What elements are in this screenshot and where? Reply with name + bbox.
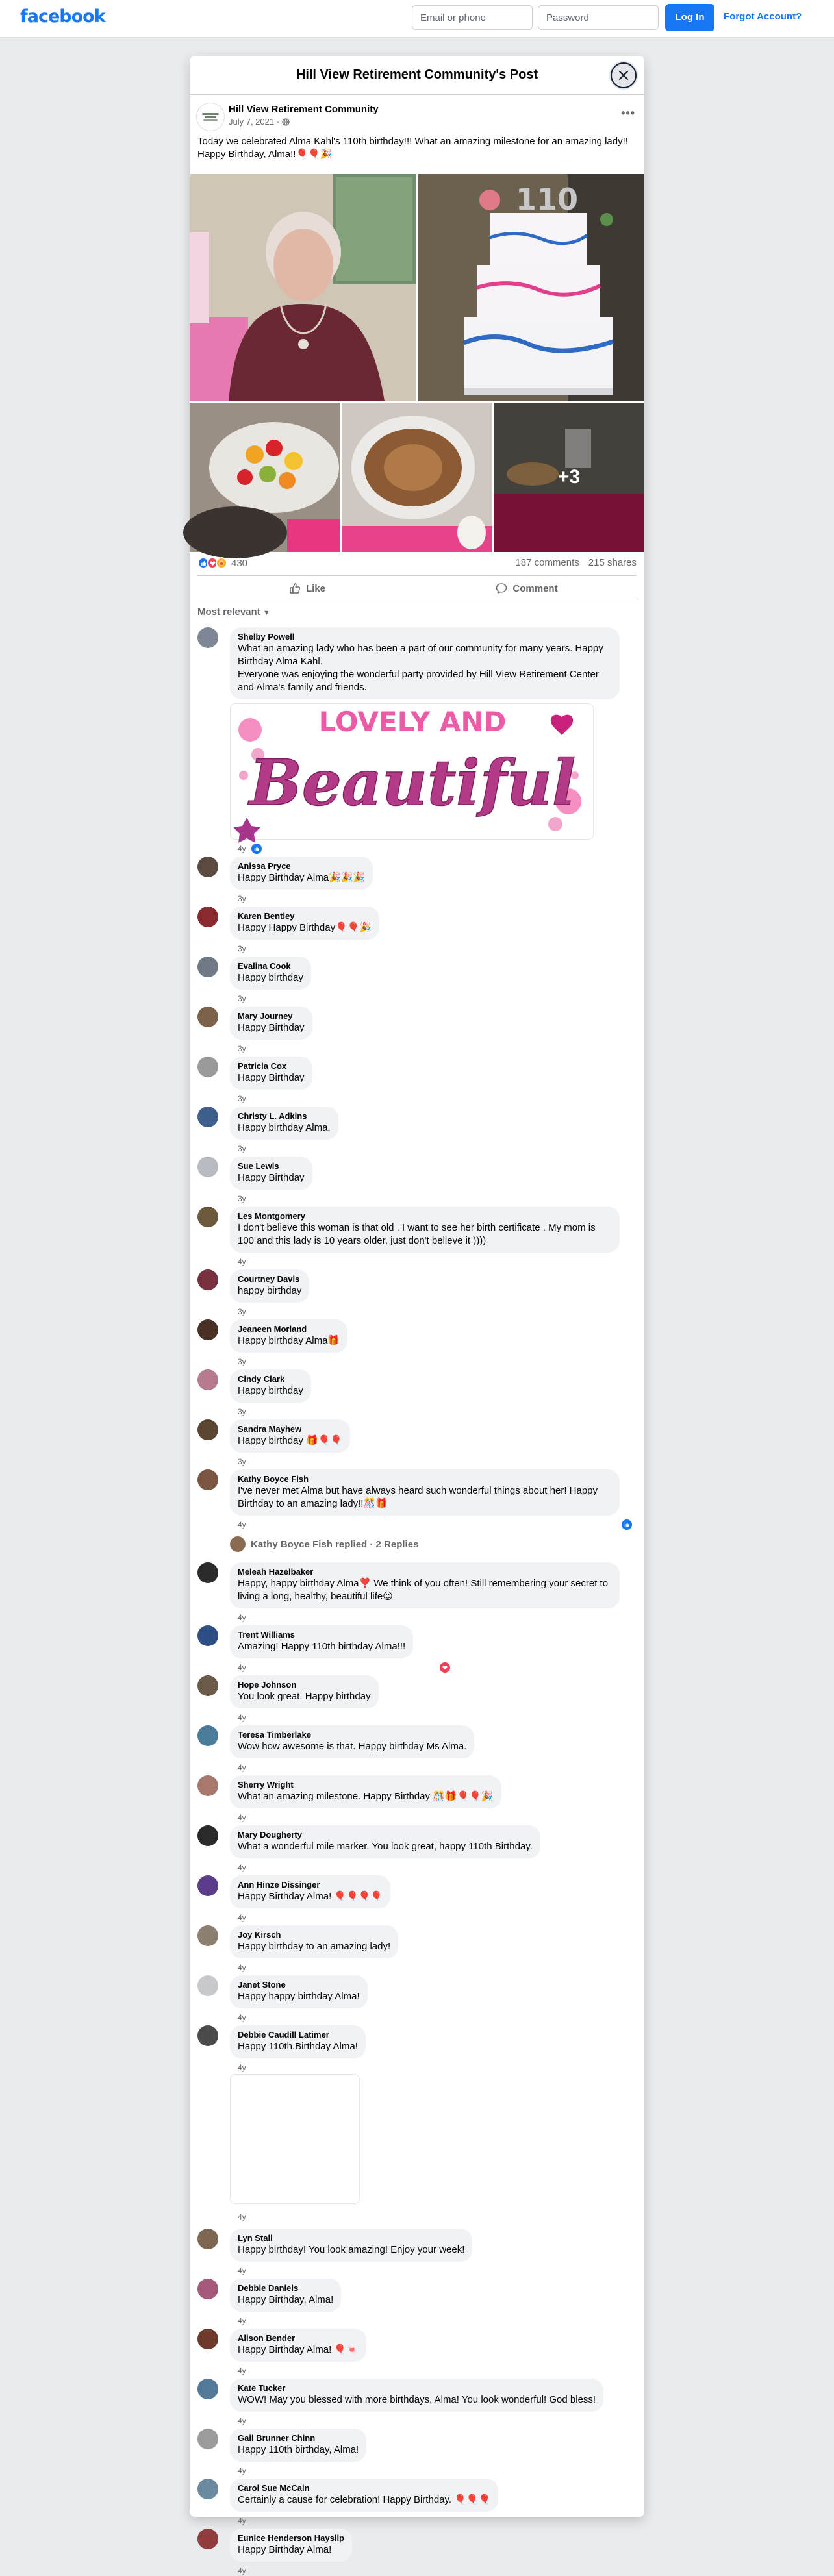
comment-button[interactable]	[417, 576, 637, 601]
comment-bubble	[230, 1107, 338, 1140]
comment-item	[197, 2329, 637, 2376]
comment-image-placeholder[interactable]	[230, 2074, 360, 2204]
comment-bubble	[230, 2479, 498, 2512]
login-button[interactable]: Log In	[665, 4, 714, 31]
comment-text: Happy Birthday Alma🎉🎉🎉	[238, 872, 366, 883]
comment-item	[197, 1469, 637, 1530]
comment-bubble	[230, 1269, 309, 1303]
comment-author[interactable]: Joy Kirsch	[238, 1930, 281, 1940]
comment-author[interactable]: Carol Sue McCain	[238, 2483, 310, 2493]
avatar[interactable]	[197, 2379, 218, 2399]
avatar[interactable]	[197, 957, 218, 977]
post-actions	[197, 575, 637, 601]
page-avatar[interactable]	[196, 103, 225, 131]
comment-text: happy birthday	[238, 1285, 302, 1296]
comment-text: Happy Birthday	[238, 1172, 305, 1183]
comment-author[interactable]: Ann Hinze Dissinger	[238, 1880, 320, 1890]
comment-item	[197, 907, 637, 954]
comment-text: Amazing! Happy 110th birthday Alma!!!	[238, 1641, 406, 1652]
modal-title: Hill View Retirement Community's Post	[296, 68, 538, 82]
avatar[interactable]	[197, 1057, 218, 1077]
like-reaction-icon[interactable]	[251, 844, 262, 854]
comment-text: Happy 110th.Birthday Alma!	[238, 2041, 358, 2052]
comment-text: Happy birthday 🎁🎈🎈	[238, 1435, 343, 1446]
avatar[interactable]	[197, 1269, 218, 1290]
comment-bubble	[230, 1775, 501, 1808]
email-field[interactable]	[412, 5, 533, 30]
comment-bubble	[230, 1725, 474, 1758]
comment-time[interactable]: 4y	[238, 1613, 246, 1622]
sticker-text-top: LOVELY AND	[318, 706, 507, 738]
comment-bubble	[230, 1207, 620, 1253]
comment-bubble	[230, 1369, 311, 1403]
like-reaction-icon[interactable]	[622, 1519, 632, 1530]
comment-bubble	[230, 957, 311, 990]
comment-time[interactable]: 3y	[238, 1044, 246, 1053]
comment-item	[197, 2379, 637, 2426]
comment-item	[197, 1825, 637, 1873]
photo-birthday-woman[interactable]	[190, 174, 416, 401]
comment-author[interactable]: Debbie Caudill Latimer	[238, 2030, 329, 2040]
comment-time[interactable]: 4y	[238, 2516, 246, 2525]
comment-time[interactable]: 4y	[238, 844, 246, 853]
comment-item	[197, 1875, 637, 1923]
comment-bubble	[230, 2025, 366, 2058]
facebook-logo[interactable]: facebook	[20, 6, 105, 27]
comments-count[interactable]: 187 comments	[515, 557, 579, 568]
comment-bubble	[230, 1975, 368, 2008]
comment-item	[197, 2229, 637, 2276]
photo-fruit-platter[interactable]	[190, 403, 340, 552]
comment-bubble	[230, 1419, 350, 1453]
comment-bubble	[230, 907, 379, 940]
comment-text: Happy Birthday Alma! 🎈🍬	[238, 2344, 359, 2355]
comment-time[interactable]: 3y	[238, 1144, 246, 1153]
comment-author[interactable]: Les Montgomery	[238, 1211, 306, 1221]
comment-text: Wow how awesome is that. Happy birthday Ms Alma.	[238, 1741, 467, 1752]
more-options-icon[interactable]: •••	[621, 106, 635, 119]
avatar[interactable]	[197, 2329, 218, 2349]
post-stats	[190, 552, 644, 575]
comment-item	[197, 857, 637, 904]
close-icon	[618, 69, 629, 81]
comment-text: I don't believe this woman is that old . I want to see her birth certificate . My mom is 100 and this lady is 10 years older, just don't believe it ))))	[238, 1222, 596, 1246]
close-button[interactable]	[611, 62, 637, 88]
comment-time[interactable]: 4y	[238, 2416, 246, 2425]
comment-text: Certainly a cause for celebration! Happy Birthday. 🎈🎈🎈	[238, 2494, 491, 2505]
comment-time[interactable]: 4y	[238, 1863, 246, 1872]
comment-text: What an amazing milestone. Happy Birthday 🎊🎁🎈🎈🎉	[238, 1791, 494, 1802]
comment-author[interactable]: Anissa Pryce	[238, 861, 291, 871]
comment-author[interactable]: Kathy Boyce Fish	[238, 1474, 309, 1484]
comment-text: Happy Birthday, Alma!	[238, 2294, 334, 2305]
comment-time[interactable]: 4y	[238, 1713, 246, 1722]
comment-bubble	[230, 1625, 413, 1658]
avatar[interactable]	[197, 2429, 218, 2449]
avatar[interactable]	[197, 2279, 218, 2299]
comment-time[interactable]: 4y	[238, 1520, 246, 1529]
comment-text: Happy Birthday Alma! 🎈🎈🎈🎈	[238, 1891, 383, 1902]
avatar[interactable]	[197, 1825, 218, 1846]
avatar[interactable]	[197, 1775, 218, 1796]
comment-icon	[496, 582, 507, 594]
comment-text: Happy Birthday	[238, 1022, 305, 1033]
comment-item	[197, 2429, 637, 2476]
comment-bubble	[230, 2329, 366, 2362]
comment-item	[197, 1625, 637, 1673]
comment-text: Happy birthday! You look amazing! Enjoy your week!	[238, 2244, 465, 2255]
comment-time[interactable]: 4y	[238, 1813, 246, 1822]
svg-text:110: 110	[516, 182, 579, 217]
avatar[interactable]	[197, 1725, 218, 1746]
sort-label: Most relevant	[197, 606, 260, 618]
comment-time[interactable]: 4y	[238, 2316, 246, 2325]
comment-item	[197, 627, 637, 854]
comment-author[interactable]: Jeaneen Morland	[238, 1324, 307, 1334]
comment-item	[197, 2479, 637, 2526]
modal-header	[190, 56, 644, 95]
password-field[interactable]	[538, 5, 659, 30]
more-photos-count[interactable]: +3	[494, 403, 644, 552]
comment-text: WOW! May you blessed with more birthdays, Alma! You look wonderful! God bless!	[238, 2394, 596, 2405]
comment-time[interactable]: 4y	[238, 2212, 246, 2221]
comment-bubble	[230, 1562, 620, 1608]
shares-count[interactable]: 215 shares	[588, 557, 637, 568]
avatar[interactable]	[197, 2229, 218, 2249]
comment-bubble	[230, 1007, 312, 1040]
comments-group-c	[197, 2229, 637, 2576]
avatar[interactable]	[197, 627, 218, 648]
comment-author[interactable]: Meleah Hazelbaker	[238, 1567, 314, 1577]
comment-item	[197, 1925, 637, 1973]
comment-time[interactable]: 3y	[238, 1357, 246, 1366]
thumbs-up-icon	[289, 582, 301, 594]
comment-author[interactable]: Courtney Davis	[238, 1274, 300, 1284]
comment-label: Comment	[512, 582, 558, 594]
avatar[interactable]	[197, 1562, 218, 1583]
comment-bubble	[230, 2379, 603, 2412]
comment-bubble	[230, 1057, 312, 1090]
comment-text: You look great. Happy birthday	[238, 1691, 371, 1702]
comment-bubble	[230, 2529, 352, 2562]
comment-author[interactable]: Alison Bender	[238, 2333, 296, 2343]
comments-list	[190, 627, 644, 2576]
post-header	[190, 95, 644, 132]
comment-time[interactable]: 3y	[238, 944, 246, 953]
avatar[interactable]	[197, 2529, 218, 2549]
comment-text: Happy birthday Alma.	[238, 1122, 331, 1133]
comment-text: What an amazing lady who has been a part of our community for many years. Happy Birthday Alma Kahl. Everyone was enjoying the wonderful party provided by Hill View Retirement Center and Alma's family and friends.	[238, 643, 603, 693]
like-label: Like	[305, 582, 325, 594]
comment-time[interactable]: 4y	[238, 2266, 246, 2275]
comment-time[interactable]: 4y	[238, 2063, 246, 2072]
comment-author[interactable]: Mary Journey	[238, 1011, 293, 1021]
comment-item	[197, 1562, 637, 1623]
comment-author[interactable]: Trent Williams	[238, 1630, 296, 1640]
comment-time[interactable]: 4y	[238, 1257, 246, 1266]
comment-bubble	[230, 1675, 379, 1708]
comment-item	[197, 1057, 637, 1104]
comment-text: Happy happy birthday Alma!	[238, 1991, 360, 2002]
comment-text: Happy birthday to an amazing lady!	[238, 1941, 391, 1952]
comment-bubble	[230, 1925, 398, 1958]
comment-author[interactable]: Patricia Cox	[238, 1061, 287, 1071]
comment-text: What a wonderful mile marker. You look great, happy 110th Birthday.	[238, 1841, 533, 1852]
comment-time[interactable]: 3y	[238, 1094, 246, 1103]
comment-author[interactable]: Eunice Henderson Hayslip	[238, 2533, 344, 2543]
comment-time[interactable]: 3y	[238, 1407, 246, 1416]
avatar[interactable]	[197, 2479, 218, 2499]
comment-author[interactable]: Janet Stone	[238, 1980, 286, 1990]
comment-time[interactable]: 3y	[238, 1194, 246, 1203]
love-reaction-icon[interactable]	[440, 1662, 450, 1673]
photo-more[interactable]	[494, 403, 644, 552]
comment-item	[197, 957, 637, 1004]
top-navigation-bar	[0, 0, 834, 38]
comment-text: Happy Happy Birthday🎈🎈🎉	[238, 922, 372, 933]
comment-item	[197, 1157, 637, 1204]
avatar	[230, 1536, 246, 1552]
comment-bubble	[230, 857, 373, 890]
comment-author[interactable]: Lyn Stall	[238, 2233, 273, 2243]
caret-down-icon: ▼	[262, 609, 270, 617]
comment-item	[197, 2025, 637, 2073]
comment-time[interactable]: 3y	[238, 1457, 246, 1466]
comment-item	[197, 1419, 637, 1467]
comment-author[interactable]: Evalina Cook	[238, 961, 291, 971]
post-date[interactable]: July 7, 2021 ·	[229, 117, 280, 127]
comment-author[interactable]: Christy L. Adkins	[238, 1111, 307, 1121]
comment-time[interactable]: 4y	[238, 1963, 246, 1972]
photo-birthday-cake[interactable]	[418, 174, 644, 401]
comment-time[interactable]: 4y	[238, 1763, 246, 1772]
reactions-count[interactable]: 430	[231, 557, 248, 569]
comment-author[interactable]: Sherry Wright	[238, 1780, 294, 1790]
post-meta	[229, 117, 290, 127]
comment-author[interactable]: Cindy Clark	[238, 1374, 285, 1384]
comment-time[interactable]: 4y	[238, 2366, 246, 2375]
comment-author[interactable]: Kate Tucker	[238, 2383, 286, 2393]
post-modal	[190, 56, 644, 2575]
comment-author[interactable]: Sandra Mayhew	[238, 1424, 302, 1434]
like-button[interactable]	[197, 576, 417, 601]
comment-time[interactable]: 4y	[238, 2566, 246, 2575]
comment-item	[197, 1675, 637, 1723]
avatar[interactable]	[197, 1107, 218, 1127]
comments-group-a	[197, 857, 637, 1530]
comment-bubble	[230, 1319, 348, 1353]
avatar[interactable]	[197, 1469, 218, 1490]
comment-bubble	[230, 2429, 366, 2462]
avatar[interactable]	[197, 1419, 218, 1440]
comment-item	[197, 1975, 637, 2023]
comment-author[interactable]: Debbie Daniels	[238, 2283, 299, 2293]
comment-text: Happy Birthday Alma!	[238, 2544, 332, 2555]
comment-sticker[interactable]	[230, 703, 594, 840]
post-author-name[interactable]: Hill View Retirement Community	[229, 104, 379, 115]
comment-time[interactable]: 4y	[238, 2466, 246, 2475]
comment-text: Happy birthday	[238, 1385, 303, 1396]
comment-item	[197, 1207, 637, 1267]
comment-text: Happy birthday Alma🎁	[238, 1335, 340, 1346]
comment-bubble	[230, 2279, 341, 2312]
comment-bubble	[230, 1825, 540, 1858]
comment-item	[197, 2279, 637, 2326]
comment-time[interactable]: 3y	[238, 894, 246, 903]
avatar[interactable]	[197, 1625, 218, 1646]
comment-author[interactable]: Sue Lewis	[238, 1161, 279, 1171]
avatar[interactable]	[197, 1675, 218, 1696]
comment-item	[197, 1369, 637, 1417]
comment-author[interactable]: Teresa Timberlake	[238, 1730, 311, 1740]
comment-author[interactable]: Gail Brunner Chinn	[238, 2433, 316, 2443]
avatar[interactable]	[197, 2025, 218, 2046]
comment-bubble	[230, 2229, 472, 2262]
comment-bubble	[230, 1469, 620, 1516]
comment-author[interactable]: Shelby Powell	[238, 632, 295, 642]
comment-text: Happy birthday	[238, 972, 303, 983]
avatar[interactable]	[197, 1975, 218, 1996]
comment-text: Happy 110th birthday, Alma!	[238, 2444, 359, 2455]
comment-bubble	[230, 1875, 390, 1908]
comment-item	[197, 1107, 637, 1154]
photo-grid	[190, 174, 644, 552]
comment-text: I've never met Alma but have always heard such wonderful things about her! Happy Birthday to an amazing lady!!🎊🎁	[238, 1485, 598, 1509]
globe-icon	[282, 118, 290, 126]
comment-time[interactable]: 3y	[238, 1307, 246, 1316]
photo-cookie-platter[interactable]	[342, 403, 492, 552]
comment-item	[197, 1007, 637, 1054]
comment-bubble	[230, 627, 620, 699]
comment-text: Happy, happy birthday Alma❣️ We think of you often! Still remembering your secret to living a long, healthy, beautiful life😉	[238, 1578, 609, 1602]
avatar[interactable]	[197, 857, 218, 877]
comment-author[interactable]: Hope Johnson	[238, 1680, 297, 1690]
comment-item	[197, 2529, 637, 2576]
comment-time[interactable]: 4y	[238, 1913, 246, 1922]
comment-time[interactable]: 3y	[238, 994, 246, 1003]
replies-label: Kathy Boyce Fish replied · 2 Replies	[251, 1538, 419, 1550]
comments-group-b	[197, 1562, 637, 2073]
avatar[interactable]	[197, 1369, 218, 1390]
comment-item	[197, 1319, 637, 1367]
comment-text: Happy Birthday	[238, 1072, 305, 1083]
comment-time[interactable]: 4y	[238, 1663, 246, 1672]
comment-item	[197, 1269, 637, 1317]
post-text: Today we celebrated Alma Kahl's 110th birthday!!! What an amazing milestone for an amazing lady!! Happy Birthday, Alma!!🎈🎈🎉	[197, 136, 628, 160]
forgot-account-link[interactable]: Forgot Account?	[724, 11, 802, 22]
comment-item	[197, 1775, 637, 1823]
comment-author[interactable]: Mary Dougherty	[238, 1830, 302, 1840]
comment-bubble	[230, 1157, 312, 1190]
comment-time[interactable]: 4y	[238, 2013, 246, 2022]
comment-item	[197, 1725, 637, 1773]
avatar[interactable]	[197, 1925, 218, 1946]
reactions-summary[interactable]	[197, 557, 247, 569]
comment-sort-dropdown[interactable]	[190, 601, 644, 623]
comment-author[interactable]: Karen Bentley	[238, 911, 295, 921]
avatar[interactable]	[197, 1319, 218, 1340]
sticker-text-bottom: Beautiful	[249, 746, 576, 819]
avatar[interactable]	[197, 1157, 218, 1177]
avatar[interactable]	[197, 1207, 218, 1227]
avatar[interactable]	[197, 1875, 218, 1896]
avatar[interactable]	[197, 1007, 218, 1027]
view-replies-link[interactable]	[197, 1530, 637, 1560]
care-reaction-icon	[216, 557, 227, 569]
avatar[interactable]	[197, 907, 218, 927]
